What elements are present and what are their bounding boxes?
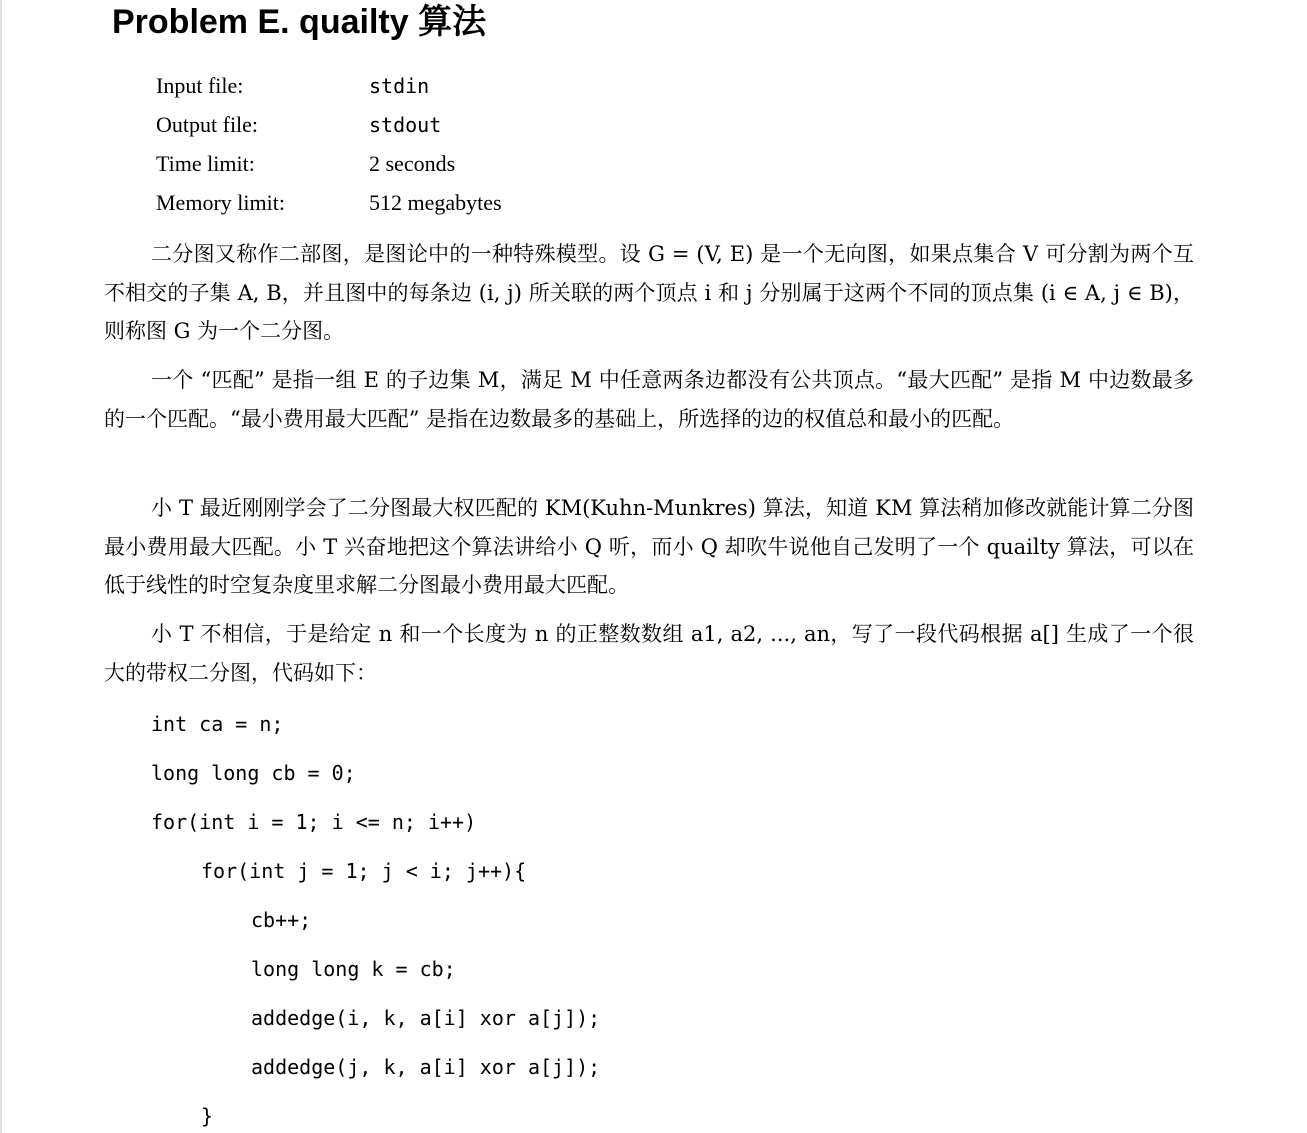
code-line: long long k = cb;	[251, 957, 456, 981]
code-line: cb++;	[251, 908, 312, 932]
code-line: for(int i = 1; i <= n; i++)	[151, 810, 477, 834]
limit-value: stdout	[369, 112, 442, 137]
code-line: for(int j = 1; j < i; j++){	[201, 859, 527, 883]
code-line: addedge(i, k, a[i] xor a[j]);	[251, 1006, 601, 1030]
code-line: addedge(j, k, a[i] xor a[j]);	[251, 1055, 601, 1079]
problem-title: Problem E. quailty 算法	[112, 3, 487, 41]
limit-label: Time limit:	[156, 150, 255, 176]
limits-table	[156, 66, 502, 222]
page-edge	[0, 0, 2, 1133]
paragraph-task: 小 T 不相信，于是给定 n 和一个长度为 n 的正整数数组 a1, a2, ..., an，写了一段代码根据 a[] 生成了一个很大的带权二分图，代码如下：	[104, 622, 1194, 685]
limit-value: stdin	[369, 73, 430, 98]
paragraph-story: 小 T 最近刚刚学会了二分图最大权匹配的 KM(Kuhn-Munkres) 算法，知道 KM 算法稍加修改就能计算二分图最小费用最大匹配。小 T 兴奋地把这个算法讲给小 Q 听，而小 Q 却吹牛说他自己发明了一个 quailty 算法，可以在低于线性的时空复杂度里求解二分图最小费用最大匹配。	[104, 496, 1194, 597]
limit-row-memory	[156, 183, 502, 222]
limit-row-input	[156, 66, 502, 105]
code-line: }	[201, 1104, 214, 1128]
limit-value: 2 seconds	[369, 150, 456, 176]
paragraph-bipartite-definition: 二分图又称作二部图，是图论中的一种特殊模型。设 G = (V, E) 是一个无向图，如果点集合 V 可分割为两个互不相交的子集 A, B，并且图中的每条边 (i, j) 所关联的两个顶点 i 和 j 分别属于这两个不同的顶点集 (i ∈ A, j ∈ B)，则称图 G 为一个二分图。	[104, 242, 1194, 343]
limit-label: Input file:	[156, 72, 244, 98]
limit-row-time	[156, 144, 502, 183]
limit-label: Output file:	[156, 111, 259, 137]
limit-label: Memory limit:	[156, 189, 285, 215]
limit-row-output	[156, 105, 502, 144]
code-line: long long cb = 0;	[151, 761, 356, 785]
paragraph-matching-definition: 一个 “匹配” 是指一组 E 的子边集 M，满足 M 中任意两条边都没有公共顶点。“最大匹配” 是指 M 中边数最多的一个匹配。“最小费用最大匹配” 是指在边数最多的基础上，所选择的边的权值总和最小的匹配。	[104, 368, 1194, 431]
limit-value: 512 megabytes	[369, 189, 502, 215]
code-line: int ca = n;	[151, 712, 284, 736]
